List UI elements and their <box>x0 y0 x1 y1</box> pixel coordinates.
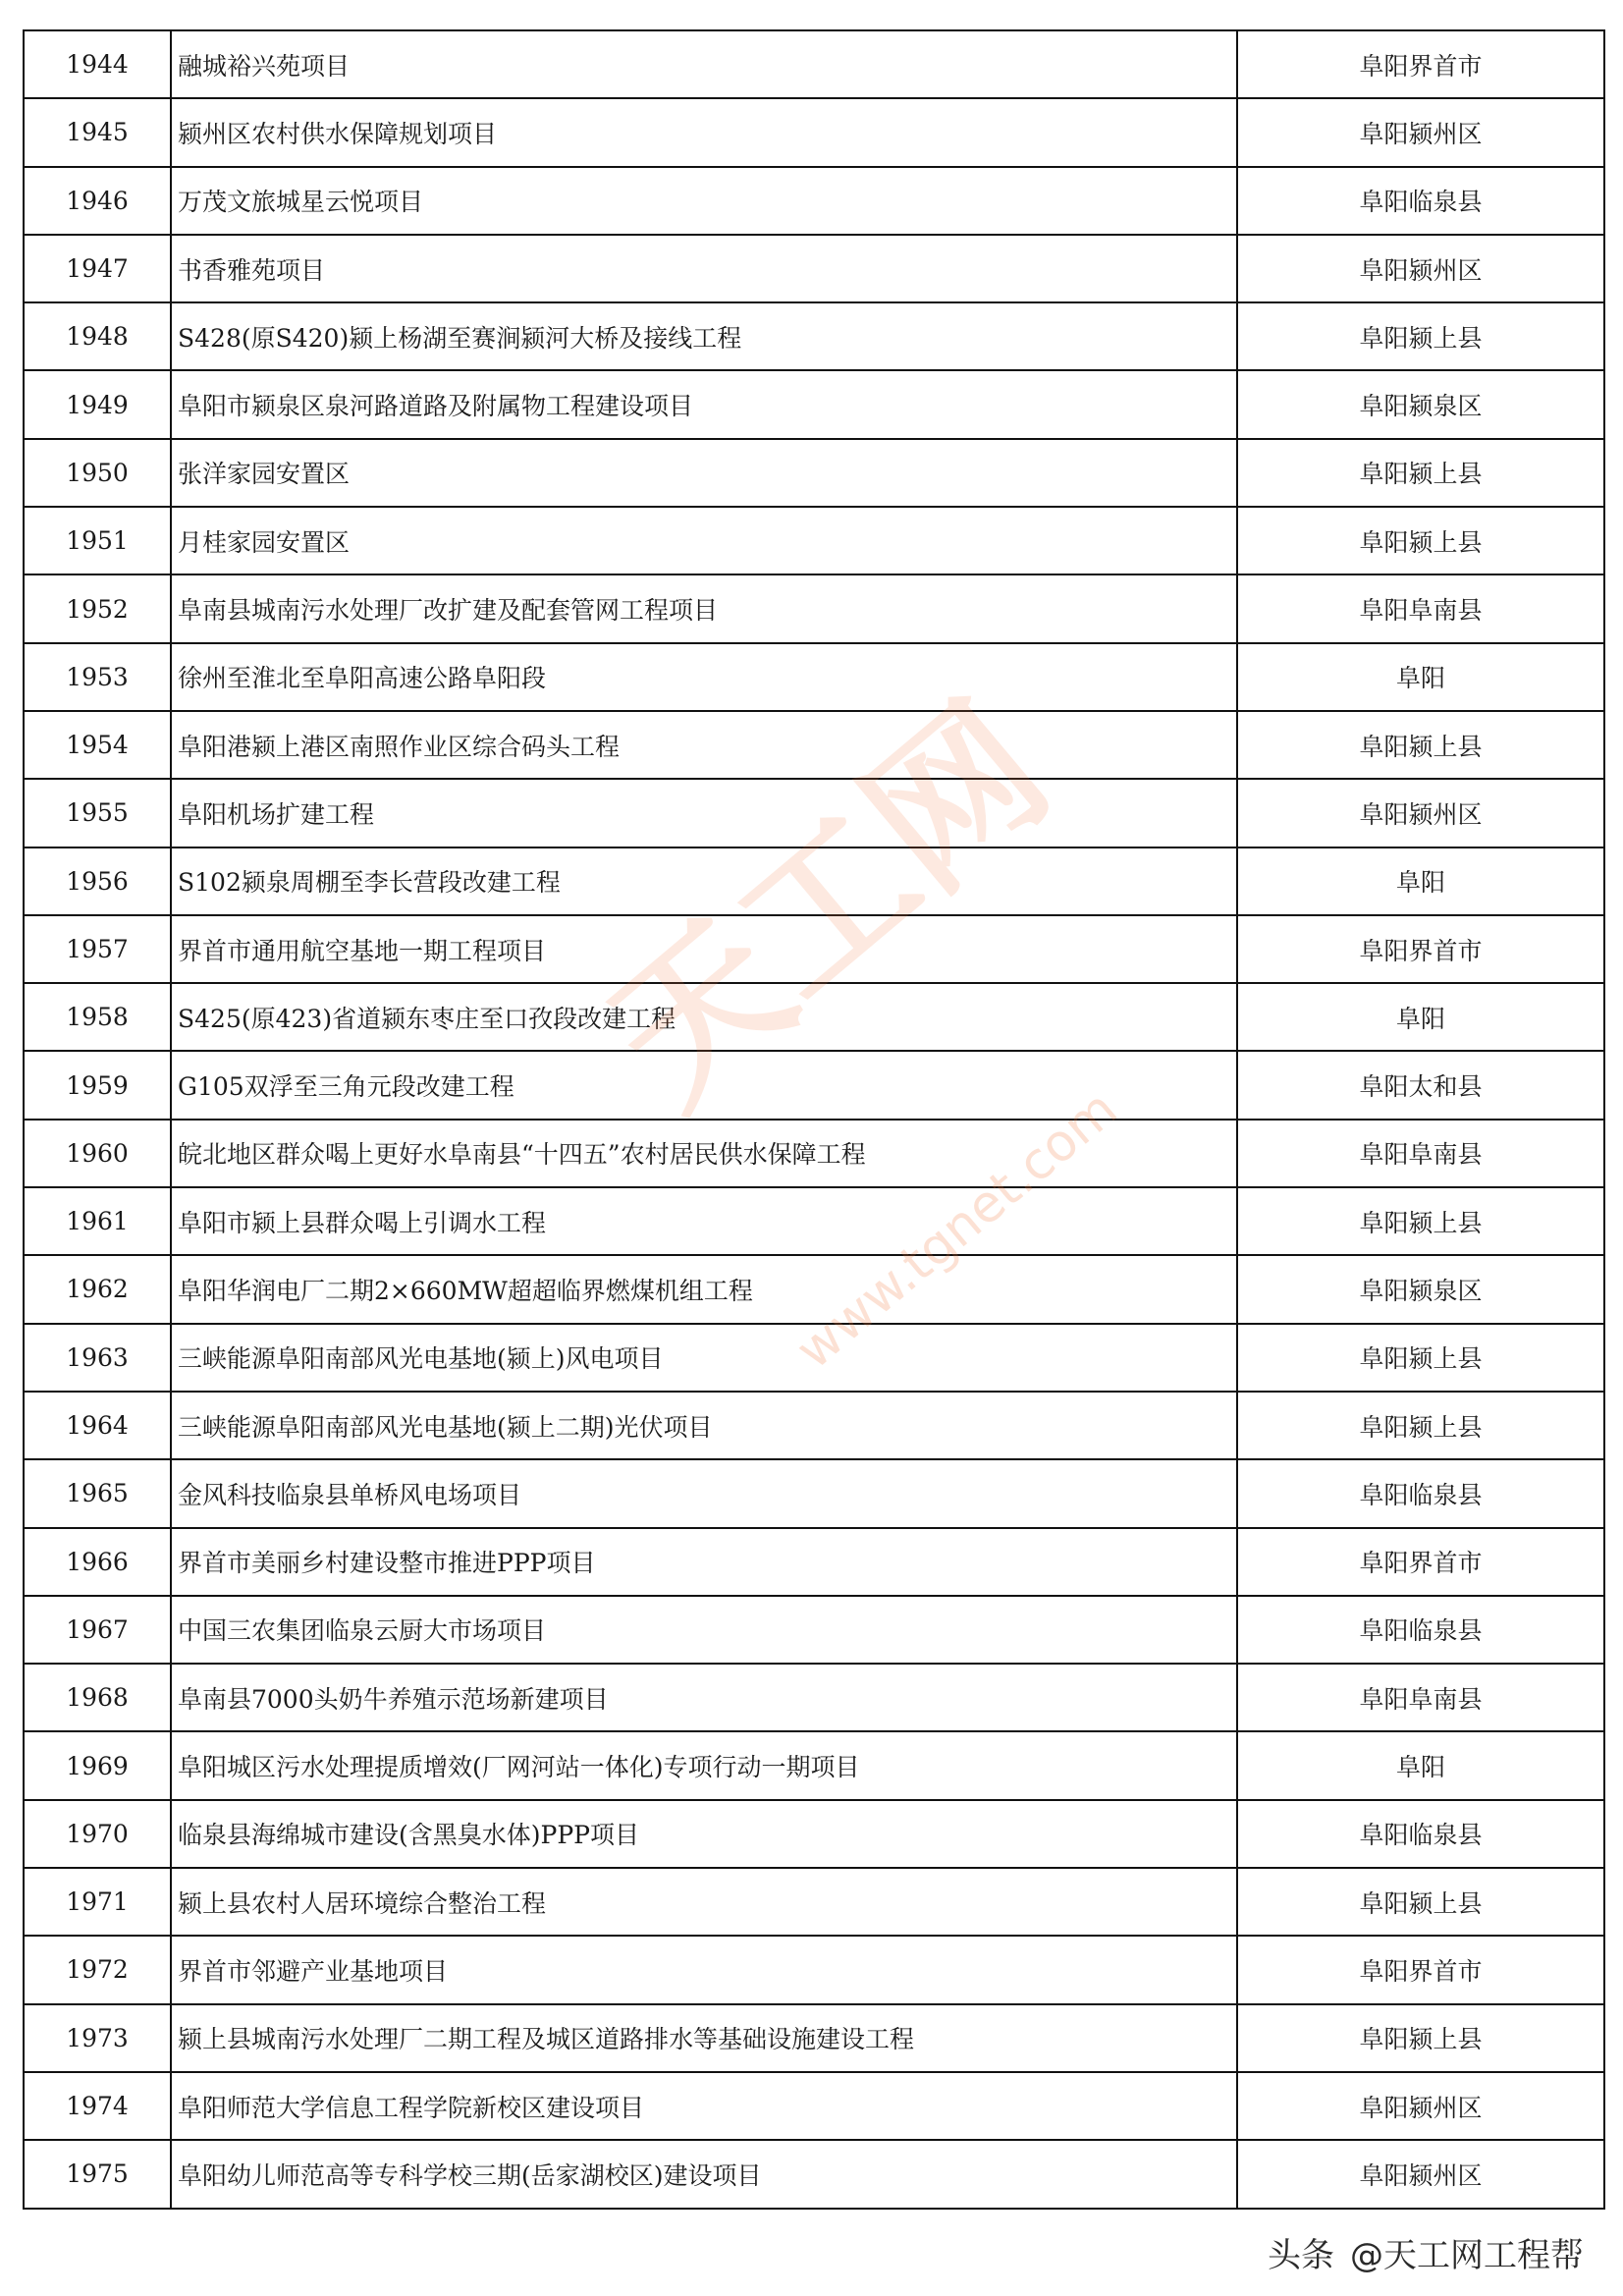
table-row <box>24 1187 1604 1255</box>
row-number-cell: 1949 <box>24 370 171 438</box>
project-name-cell: 万茂文旅城星云悦项目 <box>171 167 1237 235</box>
table-row <box>24 1664 1604 1731</box>
watermark-url: www.tgnet.com <box>785 1079 1129 1381</box>
project-name-cell: S102颍泉周棚至李长营段改建工程 <box>171 847 1237 915</box>
row-number-cell: 1963 <box>24 1324 171 1392</box>
region-cell: 阜阳颍州区 <box>1237 2140 1604 2208</box>
attribution-handle: @天工网工程帮 <box>1350 2236 1584 2275</box>
project-name-cell: 阜阳港颍上港区南照作业区综合码头工程 <box>171 711 1237 779</box>
region-cell: 阜阳 <box>1237 643 1604 711</box>
row-number-cell: 1952 <box>24 574 171 642</box>
project-table-sheet <box>23 29 1605 2210</box>
project-name-cell: 书香雅苑项目 <box>171 235 1237 302</box>
project-name-cell: 阜南县城南污水处理厂改扩建及配套管网工程项目 <box>171 574 1237 642</box>
table-row <box>24 30 1604 98</box>
project-name-cell: 张洋家园安置区 <box>171 439 1237 507</box>
project-name-cell: 金风科技临泉县单桥风电场项目 <box>171 1459 1237 1527</box>
project-name-cell: 融城裕兴苑项目 <box>171 30 1237 98</box>
table-row <box>24 302 1604 370</box>
table-row <box>24 1051 1604 1119</box>
attribution-badge <box>1258 2226 1594 2278</box>
project-name-cell: G105双浮至三角元段改建工程 <box>171 1051 1237 1119</box>
table-row <box>24 915 1604 983</box>
table-row <box>24 574 1604 642</box>
table-row <box>24 1459 1604 1527</box>
region-cell: 阜阳阜南县 <box>1237 1664 1604 1731</box>
row-number-cell: 1946 <box>24 167 171 235</box>
row-number-cell: 1955 <box>24 779 171 847</box>
row-number-cell: 1969 <box>24 1731 171 1799</box>
row-number-cell: 1970 <box>24 1800 171 1868</box>
row-number-cell: 1975 <box>24 2140 171 2208</box>
table-row <box>24 1392 1604 1459</box>
region-cell: 阜阳颍上县 <box>1237 2004 1604 2072</box>
region-cell: 阜阳颍上县 <box>1237 507 1604 574</box>
project-name-cell: 徐州至淮北至阜阳高速公路阜阳段 <box>171 643 1237 711</box>
project-name-cell: 三峡能源阜阳南部风光电基地(颍上)风电项目 <box>171 1324 1237 1392</box>
table-row <box>24 507 1604 574</box>
table-row <box>24 439 1604 507</box>
row-number-cell: 1945 <box>24 98 171 166</box>
attribution-platform: 头条 <box>1268 2236 1334 2275</box>
table-row <box>24 1936 1604 2003</box>
table-row <box>24 1528 1604 1596</box>
row-number-cell: 1973 <box>24 2004 171 2072</box>
project-name-cell: 三峡能源阜阳南部风光电基地(颍上二期)光伏项目 <box>171 1392 1237 1459</box>
project-name-cell: 阜阳机场扩建工程 <box>171 779 1237 847</box>
region-cell: 阜阳界首市 <box>1237 915 1604 983</box>
row-number-cell: 1954 <box>24 711 171 779</box>
row-number-cell: 1948 <box>24 302 171 370</box>
watermark-brand: 天工网 <box>574 670 1084 1141</box>
row-number-cell: 1957 <box>24 915 171 983</box>
table-row <box>24 1596 1604 1664</box>
project-name-cell: 阜阳市颍上县群众喝上引调水工程 <box>171 1187 1237 1255</box>
table-row <box>24 779 1604 847</box>
region-cell: 阜阳颍上县 <box>1237 439 1604 507</box>
project-name-cell: S428(原S420)颍上杨湖至赛涧颍河大桥及接线工程 <box>171 302 1237 370</box>
region-cell: 阜阳颍上县 <box>1237 1392 1604 1459</box>
table-row <box>24 1868 1604 1936</box>
row-number-cell: 1956 <box>24 847 171 915</box>
region-cell: 阜阳阜南县 <box>1237 574 1604 642</box>
row-number-cell: 1974 <box>24 2072 171 2140</box>
project-name-cell: 界首市通用航空基地一期工程项目 <box>171 915 1237 983</box>
region-cell: 阜阳临泉县 <box>1237 1459 1604 1527</box>
row-number-cell: 1966 <box>24 1528 171 1596</box>
row-number-cell: 1972 <box>24 1936 171 2003</box>
region-cell: 阜阳 <box>1237 847 1604 915</box>
region-cell: 阜阳界首市 <box>1237 1936 1604 2003</box>
region-cell: 阜阳颍泉区 <box>1237 370 1604 438</box>
table-row <box>24 1120 1604 1187</box>
table-row <box>24 1255 1604 1323</box>
row-number-cell: 1971 <box>24 1868 171 1936</box>
row-number-cell: 1961 <box>24 1187 171 1255</box>
table-row <box>24 1731 1604 1799</box>
project-name-cell: S425(原423)省道颍东枣庄至口孜段改建工程 <box>171 983 1237 1051</box>
row-number-cell: 1959 <box>24 1051 171 1119</box>
region-cell: 阜阳颍州区 <box>1237 235 1604 302</box>
table-row <box>24 643 1604 711</box>
region-cell: 阜阳 <box>1237 983 1604 1051</box>
project-name-cell: 阜阳师范大学信息工程学院新校区建设项目 <box>171 2072 1237 2140</box>
region-cell: 阜阳界首市 <box>1237 30 1604 98</box>
project-name-cell: 颍州区农村供水保障规划项目 <box>171 98 1237 166</box>
row-number-cell: 1953 <box>24 643 171 711</box>
region-cell: 阜阳 <box>1237 1731 1604 1799</box>
project-name-cell: 界首市邻避产业基地项目 <box>171 1936 1237 2003</box>
region-cell: 阜阳界首市 <box>1237 1528 1604 1596</box>
project-name-cell: 阜阳市颍泉区泉河路道路及附属物工程建设项目 <box>171 370 1237 438</box>
row-number-cell: 1962 <box>24 1255 171 1323</box>
row-number-cell: 1968 <box>24 1664 171 1731</box>
region-cell: 阜阳太和县 <box>1237 1051 1604 1119</box>
region-cell: 阜阳颍泉区 <box>1237 1255 1604 1323</box>
project-name-cell: 阜阳幼儿师范高等专科学校三期(岳家湖校区)建设项目 <box>171 2140 1237 2208</box>
table-row <box>24 235 1604 302</box>
row-number-cell: 1967 <box>24 1596 171 1664</box>
table-row <box>24 98 1604 166</box>
row-number-cell: 1947 <box>24 235 171 302</box>
table-row <box>24 847 1604 915</box>
project-table <box>23 29 1605 2210</box>
region-cell: 阜阳颍上县 <box>1237 1187 1604 1255</box>
region-cell: 阜阳临泉县 <box>1237 167 1604 235</box>
region-cell: 阜阳临泉县 <box>1237 1800 1604 1868</box>
region-cell: 阜阳临泉县 <box>1237 1596 1604 1664</box>
table-row <box>24 1800 1604 1868</box>
table-row <box>24 370 1604 438</box>
region-cell: 阜阳颍上县 <box>1237 1324 1604 1392</box>
project-name-cell: 皖北地区群众喝上更好水阜南县“十四五”农村居民供水保障工程 <box>171 1120 1237 1187</box>
project-name-cell: 临泉县海绵城市建设(含黑臭水体)PPP项目 <box>171 1800 1237 1868</box>
row-number-cell: 1964 <box>24 1392 171 1459</box>
region-cell: 阜阳颍州区 <box>1237 98 1604 166</box>
table-row <box>24 2140 1604 2208</box>
project-name-cell: 阜南县7000头奶牛养殖示范场新建项目 <box>171 1664 1237 1731</box>
row-number-cell: 1950 <box>24 439 171 507</box>
project-name-cell: 中国三农集团临泉云厨大市场项目 <box>171 1596 1237 1664</box>
row-number-cell: 1951 <box>24 507 171 574</box>
region-cell: 阜阳颍上县 <box>1237 302 1604 370</box>
table-row <box>24 2004 1604 2072</box>
region-cell: 阜阳颍州区 <box>1237 779 1604 847</box>
row-number-cell: 1965 <box>24 1459 171 1527</box>
project-table-body <box>24 30 1604 2209</box>
table-row <box>24 711 1604 779</box>
region-cell: 阜阳颍上县 <box>1237 1868 1604 1936</box>
project-name-cell: 界首市美丽乡村建设整市推进PPP项目 <box>171 1528 1237 1596</box>
project-name-cell: 阜阳华润电厂二期2×660MW超超临界燃煤机组工程 <box>171 1255 1237 1323</box>
region-cell: 阜阳颍州区 <box>1237 2072 1604 2140</box>
row-number-cell: 1958 <box>24 983 171 1051</box>
region-cell: 阜阳阜南县 <box>1237 1120 1604 1187</box>
row-number-cell: 1944 <box>24 30 171 98</box>
table-row <box>24 167 1604 235</box>
table-row <box>24 2072 1604 2140</box>
table-row <box>24 1324 1604 1392</box>
project-name-cell: 阜阳城区污水处理提质增效(厂网河站一体化)专项行动一期项目 <box>171 1731 1237 1799</box>
project-name-cell: 月桂家园安置区 <box>171 507 1237 574</box>
table-row <box>24 983 1604 1051</box>
project-name-cell: 颍上县城南污水处理厂二期工程及城区道路排水等基础设施建设工程 <box>171 2004 1237 2072</box>
region-cell: 阜阳颍上县 <box>1237 711 1604 779</box>
project-name-cell: 颍上县农村人居环境综合整治工程 <box>171 1868 1237 1936</box>
row-number-cell: 1960 <box>24 1120 171 1187</box>
